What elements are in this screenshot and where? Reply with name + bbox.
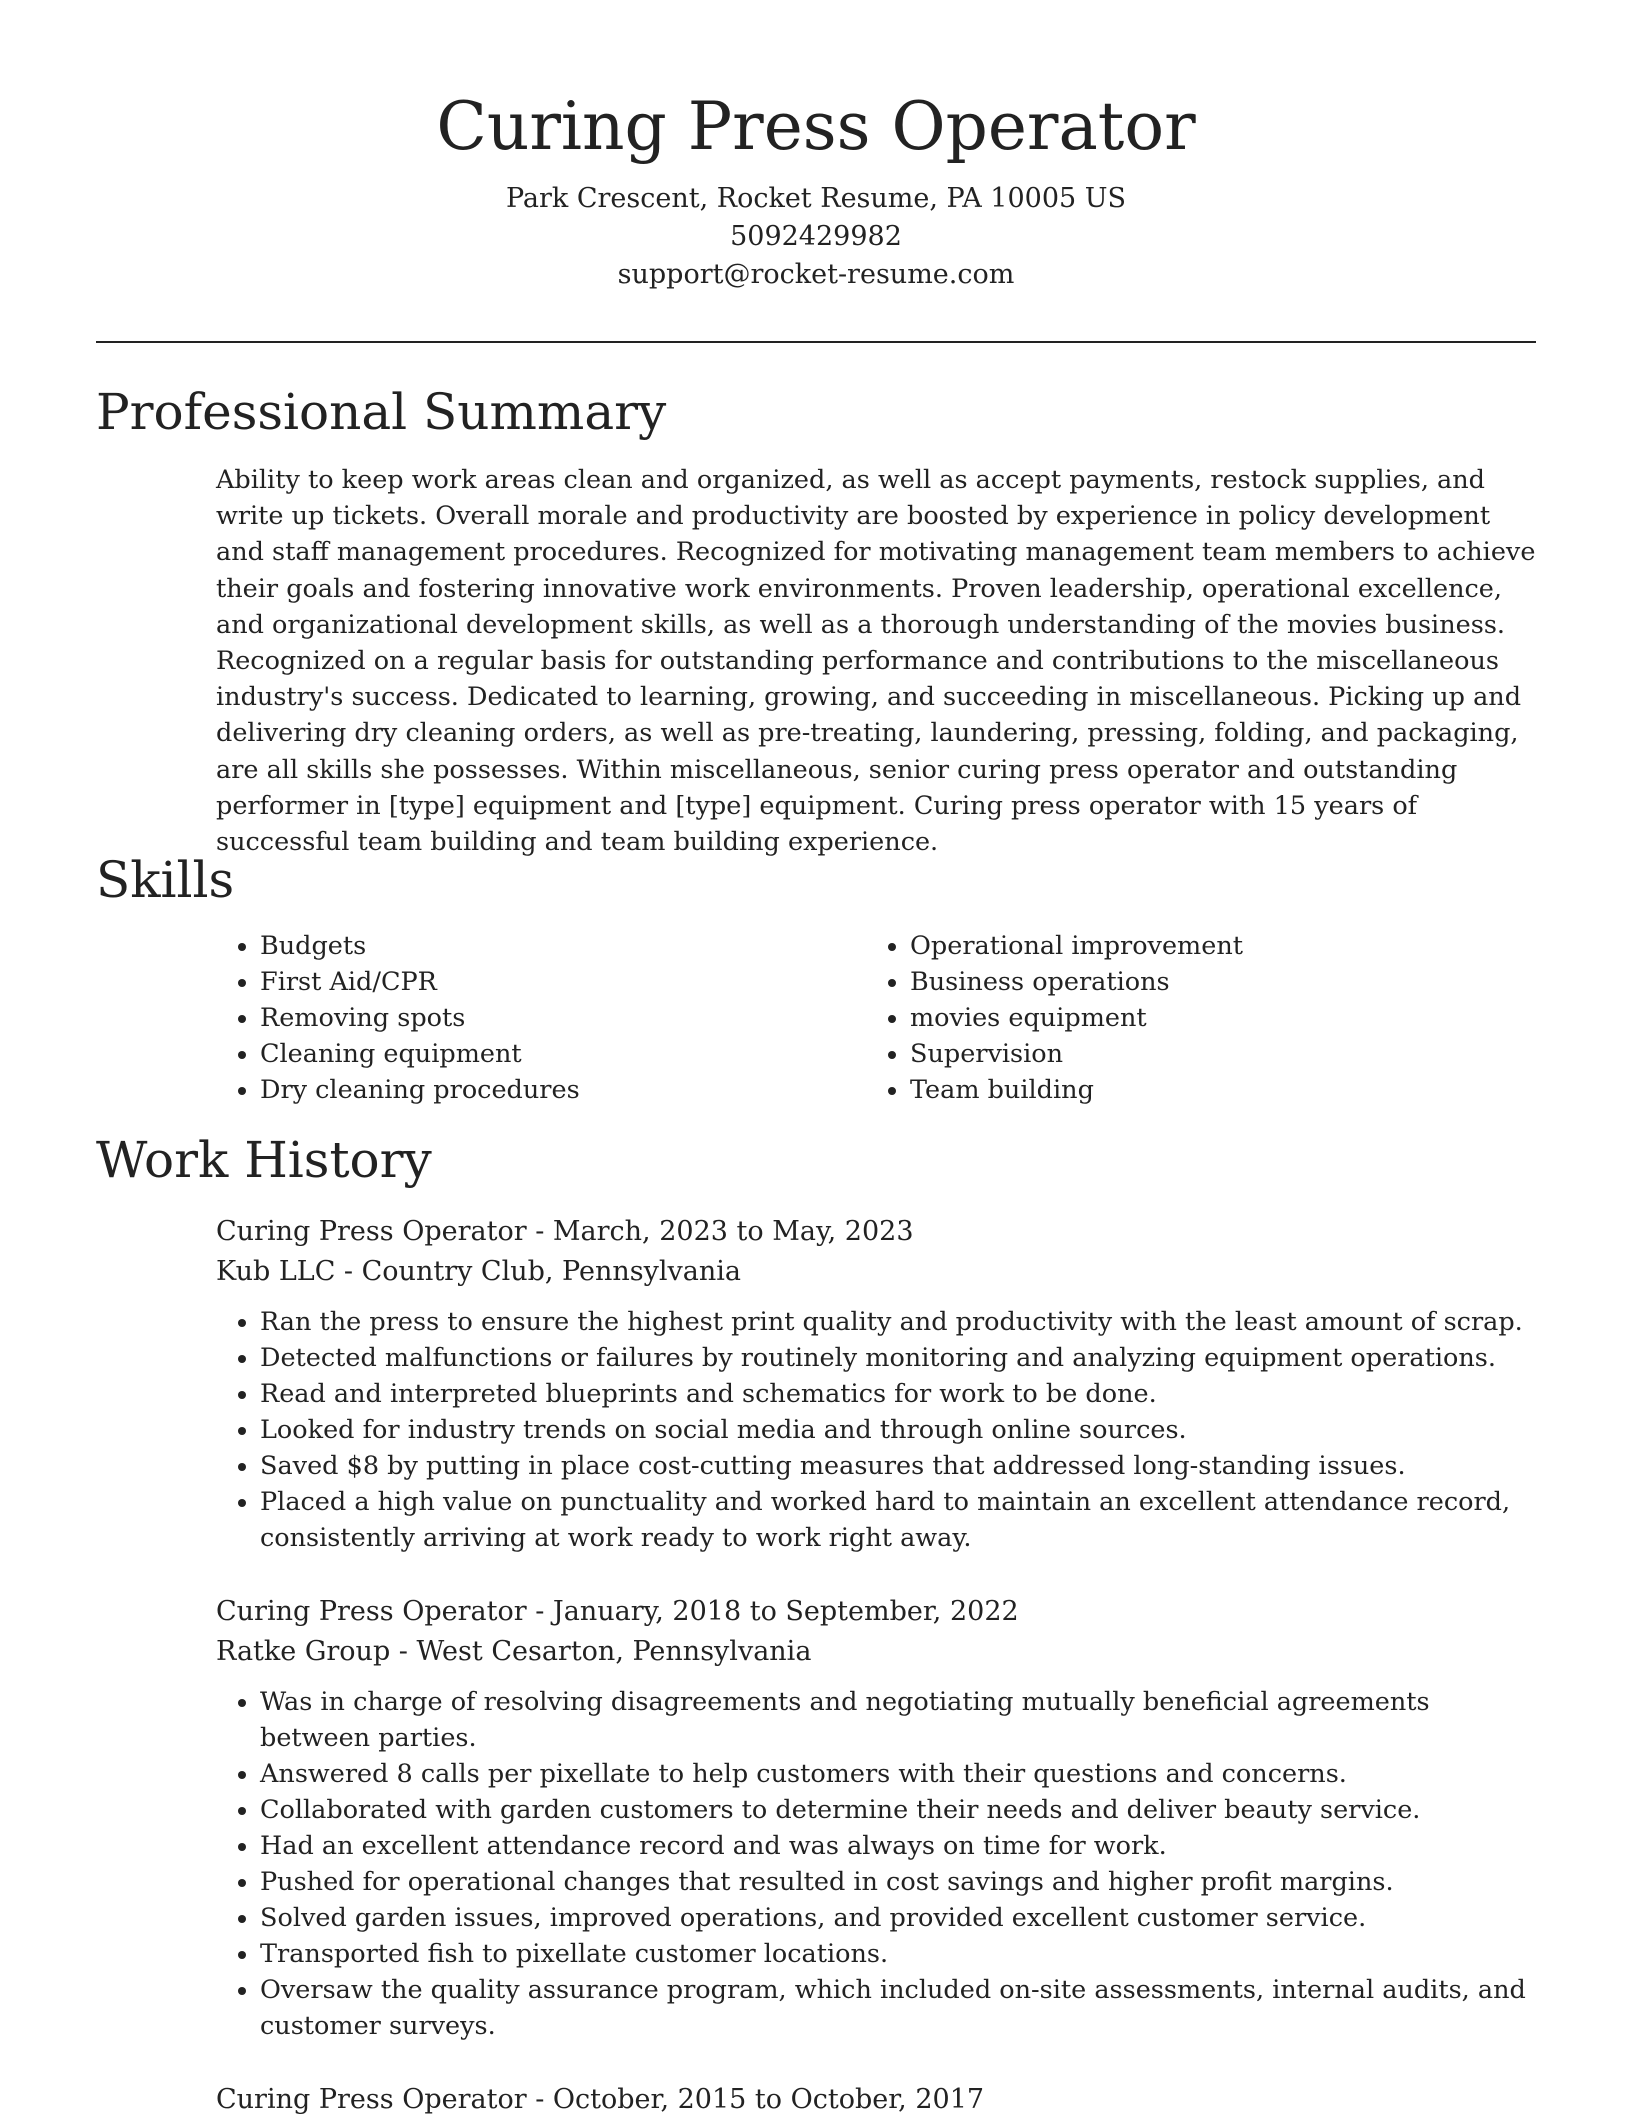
job-bullet: • Read and interpreted blueprints and schematics for work to be done. [260,1376,1536,1412]
header-divider [96,341,1536,343]
skill-item: • Removing spots [260,1000,860,1036]
summary-text: Ability to keep work areas clean and organized, as well as accept payments, restock supplies, and write up tickets. Overall morale and productivity are boosted by experience in policy development and staff management procedures. Recognized for motivating management team members to achieve their goals and fostering innovative work environments. Proven leadership, operational excellence, and organizational development skills, as well as a thorough understanding of the movies business. Recognized on a regular basis for outstanding performance and contributions to the miscellaneous industry's success. Dedicated to learning, growing, and succeeding in miscellaneous. Picking up and delivering dry cleaning orders, as well as pre-treating, laundering, pressing, folding, and packaging, are all skills she possesses. Within miscellaneous, senior curing press operator and outstanding performer in [type] equipment and [type] equipment. Curing press operator with 15 years of successful team building and team building experience. [216,465,1536,858]
skills-heading: Skills [96,851,235,909]
contact-email: support@rocket-resume.com [617,259,1015,290]
job-entry-2 [216,1592,1536,2044]
skill-item: • movies equipment [910,1000,1550,1036]
job-bullet: • Solved garden issues, improved operations, and provided excellent customer service. [260,1900,1536,1936]
job-bullet: • Transported fish to pixellate customer locations. [260,1936,1536,1972]
skill-item: • Budgets [260,928,860,964]
summary-heading: Professional Summary [96,383,667,441]
skills-list-right [866,928,1550,1108]
job-bullet: • Detected malfunctions or failures by routinely monitoring and analyzing equipment operations. [260,1340,1536,1376]
job-bullet: • Saved $8 by putting in place cost-cutting measures that addressed long-standing issues. [260,1448,1536,1484]
job-company-location: Kub LLC - Country Club, Pennsylvania [216,1256,741,1287]
skills-list-left [216,928,860,1108]
skill-item: • Operational improvement [910,928,1550,964]
job-bullet: • Ran the press to ensure the highest print quality and productivity with the least amount of scrap. [260,1304,1536,1340]
skill-item: • Cleaning equipment [260,1036,860,1072]
job-bullet: • Looked for industry trends on social media and through online sources. [260,1412,1536,1448]
job-role-dates: Curing Press Operator - January, 2018 to September, 2022 [216,1596,1019,1627]
job-bullet: • Answered 8 calls per pixellate to help customers with their questions and concerns. [260,1756,1536,1792]
job-company-location: Ratke Group - West Cesarton, Pennsylvania [216,1636,812,1667]
job-bullet: • Had an excellent attendance record and was always on time for work. [260,1828,1536,1864]
skill-item: • First Aid/CPR [260,964,860,1000]
job-bullet: • Was in charge of resolving disagreements and negotiating mutually beneficial agreements between parties. [260,1684,1536,1756]
skill-item: • Team building [910,1072,1550,1108]
job-entry-3 [216,2080,1536,2120]
resume-name: Curing Press Operator [436,88,1196,165]
contact-address: Park Crescent, Rocket Resume, PA 10005 US [505,183,1127,214]
job-bullet: • Pushed for operational changes that resulted in cost savings and higher profit margins. [260,1864,1536,1900]
skill-item: • Business operations [910,964,1550,1000]
job-bullet: • Placed a high value on punctuality and worked hard to maintain an excellent attendance record, consistently arriving at work ready to work right away. [260,1484,1536,1556]
job-entry-1 [216,1212,1536,1556]
work-history-heading: Work History [96,1131,432,1189]
job-bullet: • Oversaw the quality assurance program, which included on-site assessments, internal audits, and customer surveys. [260,1972,1536,2044]
job-role-dates: Curing Press Operator - March, 2023 to May, 2023 [216,1216,914,1247]
job-bullets [216,1684,1536,2044]
job-role-dates: Curing Press Operator - October, 2015 to October, 2017 [216,2084,985,2115]
job-bullet: • Collaborated with garden customers to determine their needs and deliver beauty service. [260,1792,1536,1828]
resume-header [96,82,1536,294]
contact-phone: 5092429982 [730,221,902,252]
job-bullets [216,1304,1536,1556]
skill-item: • Supervision [910,1036,1550,1072]
skill-item: • Dry cleaning procedures [260,1072,860,1108]
